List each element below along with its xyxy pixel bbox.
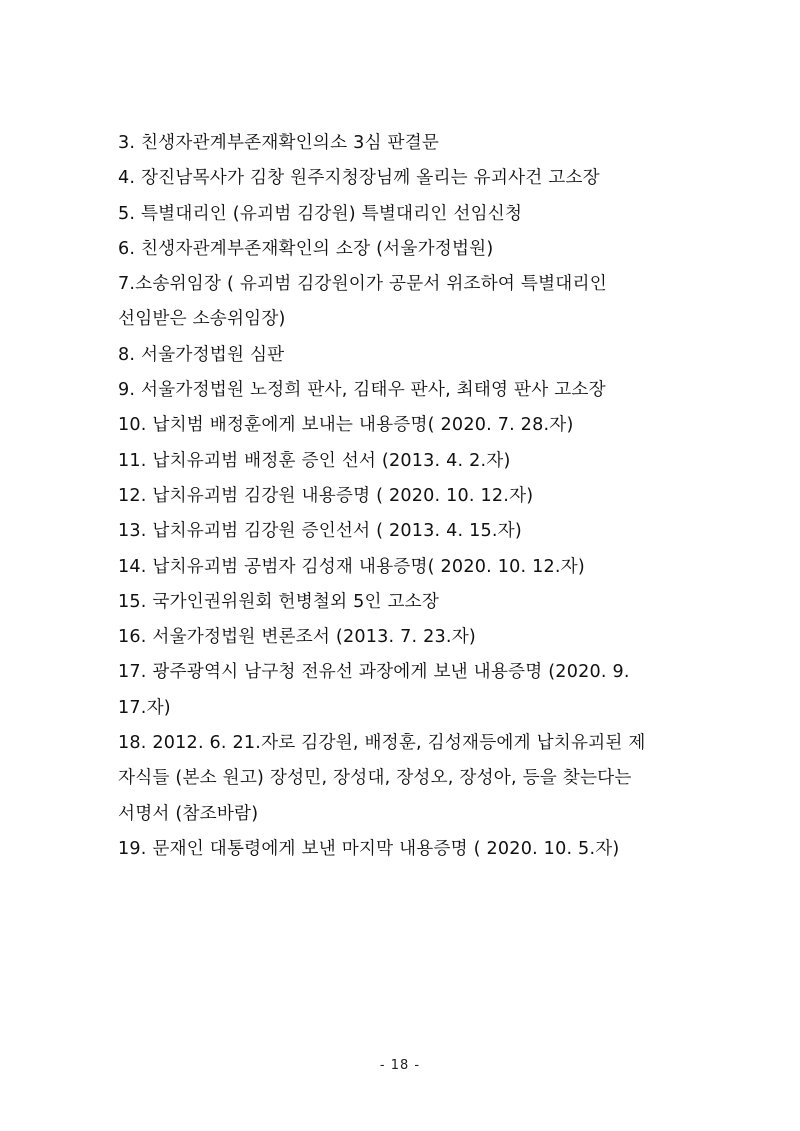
page-number: - 18 - — [379, 1058, 421, 1073]
list-line: 9. 서울가정법원 노정희 판사, 김태우 판사, 최태영 판사 고소장 — [118, 380, 606, 401]
list-line: 17.자) — [118, 697, 171, 718]
list-line: 13. 납치유괴범 김강원 증인선서 ( 2013. 4. 15.자) — [118, 521, 522, 542]
list-line: 18. 2012. 6. 21.자로 김강원, 배정훈, 김성재등에게 납치유괴된 제 — [118, 733, 646, 754]
list-line: 선임받은 소송위임장) — [118, 309, 286, 330]
list-line: 서명서 (참조바람) — [118, 803, 259, 824]
list-line: 7.소송위임장 ( 유괴범 김강원이가 공문서 위조하여 특별대리인 — [118, 274, 607, 295]
list-line: 3. 친생자관계부존재확인의소 3심 판결문 — [118, 133, 440, 153]
list-line: 6. 친생자관계부존재확인의 소장 (서울가정법원) — [118, 238, 494, 259]
list-line: 5. 특별대리인 (유괴범 김강원) 특별대리인 선임신청 — [118, 203, 523, 224]
list-line: 14. 납치유괴범 공범자 김성재 내용증명( 2020. 10. 12.자) — [118, 556, 585, 577]
list-line: 16. 서울가정법원 변론조서 (2013. 7. 23.자) — [118, 627, 476, 648]
list-line: 17. 광주광역시 남구청 전유선 과장에게 보낸 내용증명 (2020. 9. — [118, 662, 630, 683]
list-line: 15. 국가인권위원회 헌병철외 5인 고소장 — [118, 591, 440, 612]
list-line: 8. 서울가정법원 심판 — [118, 344, 285, 365]
list-line: 10. 납치범 배정훈에게 보내는 내용증명( 2020. 7. 28.자) — [118, 415, 574, 436]
list-line: 11. 납치유괴범 배정훈 증인 선서 (2013. 4. 2.자) — [118, 450, 511, 471]
attachment-list — [118, 126, 688, 867]
list-line: 12. 납치유괴범 김강원 내용증명 ( 2020. 10. 12.자) — [118, 485, 534, 506]
list-line: 자식들 (본소 원고) 장성민, 장성대, 장성오, 장성아, 등을 찾는다는 — [118, 768, 632, 789]
list-line: 4. 장진남목사가 김창 원주지청장님께 올리는 유괴사건 고소장 — [118, 168, 600, 189]
list-line: 19. 문재인 대통령에게 보낸 마지막 내용증명 ( 2020. 10. 5.자) — [118, 838, 620, 859]
